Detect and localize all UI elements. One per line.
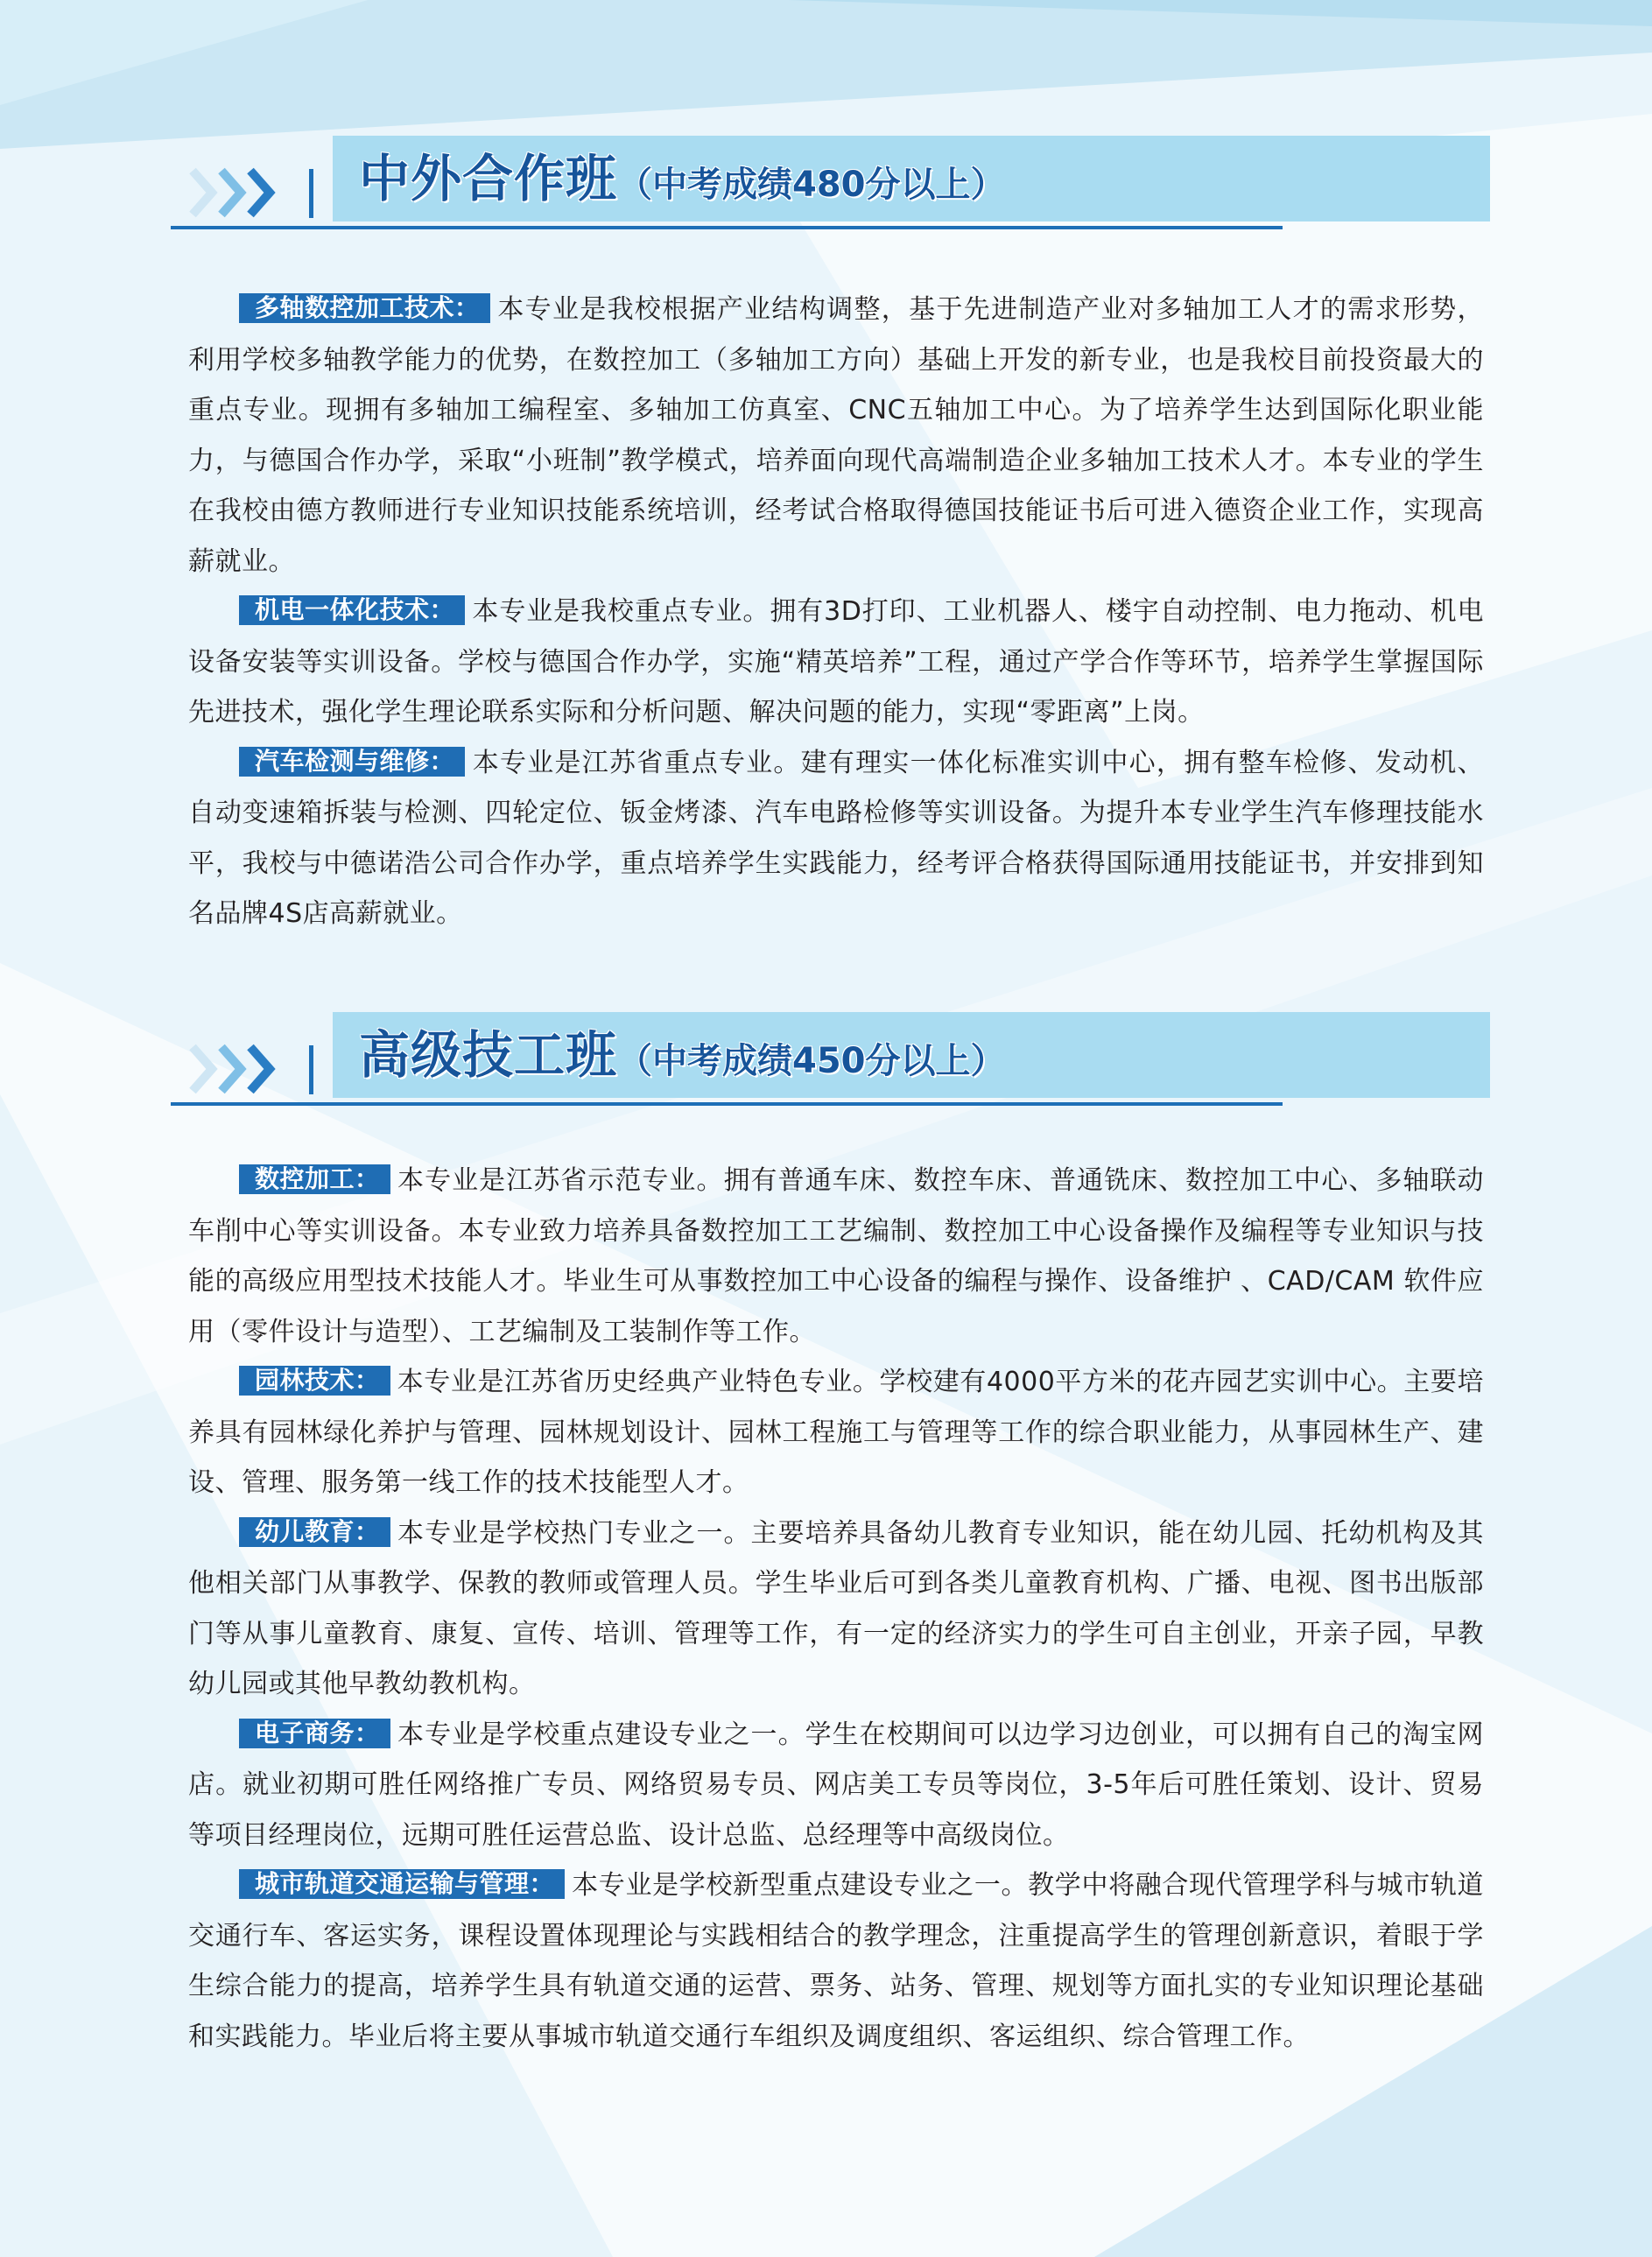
section-title bbox=[359, 1024, 1006, 1086]
major-paragraph bbox=[188, 1710, 1484, 1861]
major-tag: 机电一体化技术： bbox=[239, 595, 465, 625]
major-description: 本专业是江苏省历史经典产业特色专业。学校建有4000平方米的花卉园艺实训中心。主要培养具有园林绿化养护与管理、园林规划设计、园林工程施工与管理等工作的综合职业能力，从事园林生产、建设、管理、服务第一线工作的技术技能型人才。 bbox=[188, 1367, 1484, 1498]
major-description: 本专业是江苏省示范专业。拥有普通车床、数控车床、普通铣床、数控加工中心、多轴联动车削中心等实训设备。本专业致力培养具备数控加工工艺编制、数控加工中心设备操作及编程等专业知识与技能的高级应用型技术技能人才。毕业生可从事数控加工中心设备的编程与操作、设备维护 、CAD/CAM 软件应用（零件设计与造型）、工艺编制及工装制作等工作。 bbox=[188, 1165, 1484, 1347]
section-header-sino-foreign bbox=[0, 136, 1652, 250]
header-divider bbox=[309, 1045, 313, 1094]
header-divider bbox=[309, 169, 313, 218]
major-description: 本专业是我校根据产业结构调整，基于先进制造产业对多轴加工人才的需求形势，利用学校多轴教学能力的优势，在数控加工（多轴加工方向）基础上开发的新专业，也是我校目前投资最大的重点专业。现拥有多轴加工编程室、多轴加工仿真室、CNC五轴加工中心。为了培养学生达到国际化职业能力，与德国合作办学，采取“小班制”教学模式，培养面向现代高端制造企业多轴加工技术人才。本专业的学生在我校由德方教师进行专业知识技能系统培训，经考试合格取得德国技能证书后可进入德资企业工作，实现高薪就业。 bbox=[188, 294, 1484, 577]
major-tag: 园林技术： bbox=[239, 1366, 390, 1396]
header-underline bbox=[171, 1102, 1283, 1106]
section-title bbox=[359, 148, 1006, 209]
section-title-sub: （中考成绩450分以上） bbox=[617, 1041, 1006, 1081]
major-description: 本专业是学校重点建设专业之一。学生在校期间可以边学习边创业，可以拥有自己的淘宝网店。就业初期可胜任网络推广专员、网络贸易专员、网店美工专员等岗位，3-5年后可胜任策划、设计、贸易等项目经理岗位，远期可胜任运营总监、设计总监、总经理等中高级岗位。 bbox=[188, 1719, 1484, 1851]
major-tag: 城市轨道交通运输与管理： bbox=[239, 1869, 565, 1899]
section-title-main: 中外合作班 bbox=[359, 149, 618, 208]
major-tag: 幼儿教育： bbox=[239, 1517, 390, 1547]
major-paragraph bbox=[188, 285, 1484, 587]
major-tag: 电子商务： bbox=[239, 1719, 390, 1748]
major-paragraph bbox=[188, 1508, 1484, 1710]
section-body-sino-foreign bbox=[188, 285, 1484, 939]
major-tag: 汽车检测与维修： bbox=[239, 747, 465, 777]
header-underline bbox=[171, 226, 1283, 229]
section-header-senior-technician bbox=[0, 1012, 1652, 1126]
section-title-main: 高级技工班 bbox=[359, 1025, 618, 1085]
triple-chevron-right-icon bbox=[188, 162, 285, 223]
major-paragraph bbox=[188, 1860, 1484, 2062]
major-description: 本专业是学校新型重点建设专业之一。教学中将融合现代管理学科与城市轨道交通行车、客运实务，课程设置体现理论与实践相结合的教学理念，注重提高学生的管理创新意识，着眼于学生综合能力的提高，培养学生具有轨道交通的运营、票务、站务、管理、规划等方面扎实的专业知识理论基础和实践能力。毕业后将主要从事城市轨道交通行车组织及调度组织、客运组织、综合管理工作。 bbox=[188, 1870, 1484, 2052]
major-paragraph bbox=[188, 1357, 1484, 1508]
major-description: 本专业是学校热门专业之一。主要培养具备幼儿教育专业知识，能在幼儿园、托幼机构及其他相关部门从事教学、保教的教师或管理人员。学生毕业后可到各类儿童教育机构、广播、电视、图书出版部门等从事儿童教育、康复、宣传、培训、管理等工作，有一定的经济实力的学生可自主创业，开亲子园，早教幼儿园或其他早教幼教机构。 bbox=[188, 1517, 1484, 1699]
triple-chevron-right-icon bbox=[188, 1038, 285, 1100]
major-paragraph bbox=[188, 738, 1484, 939]
major-paragraph bbox=[188, 1156, 1484, 1357]
major-paragraph bbox=[188, 587, 1484, 738]
major-tag: 数控加工： bbox=[239, 1164, 390, 1194]
section-title-sub: （中考成绩480分以上） bbox=[617, 165, 1006, 205]
major-description: 本专业是我校重点专业。拥有3D打印、工业机器人、楼宇自动控制、电力拖动、机电设备安装等实训设备。学校与德国合作办学，实施“精英培养”工程，通过产学合作等环节，培养学生掌握国际先进技术，强化学生理论联系实际和分析问题、解决问题的能力，实现“零距离”上岗。 bbox=[188, 596, 1484, 728]
major-tag: 多轴数控加工技术： bbox=[239, 293, 490, 323]
section-body-senior-technician bbox=[188, 1156, 1484, 2062]
major-description: 本专业是江苏省重点专业。建有理实一体化标准实训中心，拥有整车检修、发动机、自动变速箱拆装与检测、四轮定位、钣金烤漆、汽车电路检修等实训设备。为提升本专业学生汽车修理技能水平，我校与中德诺浩公司合作办学，重点培养学生实践能力，经考评合格获得国际通用技能证书，并安排到知名品牌4S店高薪就业。 bbox=[188, 747, 1484, 929]
